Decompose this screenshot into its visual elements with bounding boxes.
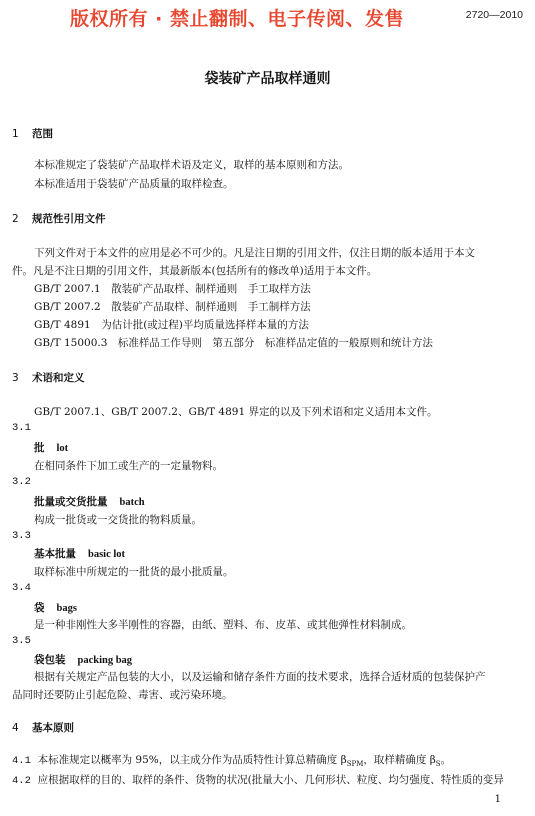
term-definition: 是一种非刚性大多半刚性的容器，由纸、塑料、布、皮革、或其他弹性材料制成。 — [34, 619, 412, 631]
term-title — [34, 600, 77, 615]
page-number: 1 — [494, 794, 501, 805]
term-number: 3.2 — [12, 476, 31, 488]
watermark-banner: 版权所有 · 禁止翻制、电子传阅、发售 — [70, 8, 404, 30]
term-zh: 袋包装 — [34, 654, 66, 666]
section-title: 基本原则 — [32, 722, 74, 734]
term-en: basic lot — [88, 549, 126, 560]
document-title: 袋装矿产品取样通则 — [204, 71, 331, 87]
term-en: packing bag — [77, 655, 133, 666]
term-zh: 袋 — [34, 602, 45, 614]
term-definition: 在相同条件下加工或生产的一定量物料。 — [34, 460, 223, 472]
term-definition: 根据有关规定产品包装的大小，以及运输和储存条件方面的技术要求，选择合适材质的包装保护产 — [34, 671, 486, 683]
section-number: 1 — [12, 128, 19, 140]
reference-item: GB/T 4891 为估计批(或过程)平均质量选择样本量的方法 — [34, 319, 309, 331]
paragraph-line: 件。凡是不注日期的引用文件，其最新版本(包括所有的修改单)适用于本文件。 — [12, 265, 378, 277]
section-heading-1 — [12, 126, 53, 141]
section-number: 3 — [12, 372, 19, 384]
term-en: lot — [56, 443, 69, 454]
clause-text: ，取样精确度 β — [363, 754, 436, 766]
reference-item: GB/T 2007.1 散装矿产品取样、制样通则 手工取样方法 — [34, 283, 311, 295]
paragraph-line: 本标准适用于袋装矿产品质量的取样检查。 — [34, 178, 234, 190]
clause-number: 4.2 — [12, 775, 31, 787]
subscript: S — [435, 760, 441, 769]
clause-number: 4.1 — [12, 755, 31, 767]
reference-item: GB/T 15000.3 标准样品工作导则 第五部分 标准样品定值的一般原则和统计方法 — [34, 337, 433, 349]
section-heading-3 — [12, 370, 85, 385]
clause-4-1 — [12, 752, 451, 768]
paragraph-line: 下列文件对于本文件的应用是必不可少的。凡是注日期的引用文件，仅注日期的版本适用于本文 — [34, 247, 475, 259]
term-number: 3.3 — [12, 530, 31, 542]
subscript: SPM — [346, 760, 364, 769]
term-en: bags — [56, 603, 77, 614]
section-heading-4 — [12, 720, 74, 735]
term-zh: 基本批量 — [34, 548, 76, 560]
term-en: batch — [119, 497, 145, 508]
term-zh: 批 — [34, 442, 45, 454]
term-definition: 取样标准中所规定的一批货的最小批质量。 — [34, 566, 234, 578]
section-title: 范围 — [32, 128, 53, 140]
term-zh: 批量或交货批量 — [34, 496, 108, 508]
term-title — [34, 546, 125, 561]
clause-text: 应根据取样的目的、取样的条件、货物的状况(批量大小、几何形状、粒度、均匀强度、特性质的变异 — [37, 774, 504, 786]
term-title — [34, 440, 68, 455]
term-definition-cont: 品同时还要防止引起危险、毒害、或污染环境。 — [12, 689, 233, 701]
term-title — [34, 652, 132, 667]
section-number: 2 — [12, 213, 19, 225]
clause-4-2 — [12, 772, 504, 787]
section-number: 4 — [12, 722, 19, 734]
section-title: 规范性引用文件 — [32, 213, 106, 225]
clause-text: 。 — [440, 754, 452, 766]
paragraph-line: GB/T 2007.1、GB/T 2007.2、GB/T 4891 界定的以及下列术语和定义适用本文件。 — [34, 406, 438, 418]
section-title: 术语和定义 — [32, 372, 85, 384]
term-number: 3.5 — [12, 635, 31, 647]
term-number: 3.1 — [12, 422, 31, 434]
term-definition: 构成一批货或一交货批的物料质量。 — [34, 514, 202, 526]
term-number: 3.4 — [12, 582, 31, 594]
reference-item: GB/T 2007.2 散装矿产品取样、制样通则 手工制样方法 — [34, 301, 311, 313]
standard-number: 2720—2010 — [465, 9, 523, 21]
section-heading-2 — [12, 211, 106, 226]
paragraph-line: 本标准规定了袋装矿产品取样术语及定义，取样的基本原则和方法。 — [34, 159, 349, 171]
term-title — [34, 494, 145, 509]
clause-text: 本标准规定以概率为 95%，以主成分作为品质特性计算总精确度 β — [37, 754, 347, 766]
